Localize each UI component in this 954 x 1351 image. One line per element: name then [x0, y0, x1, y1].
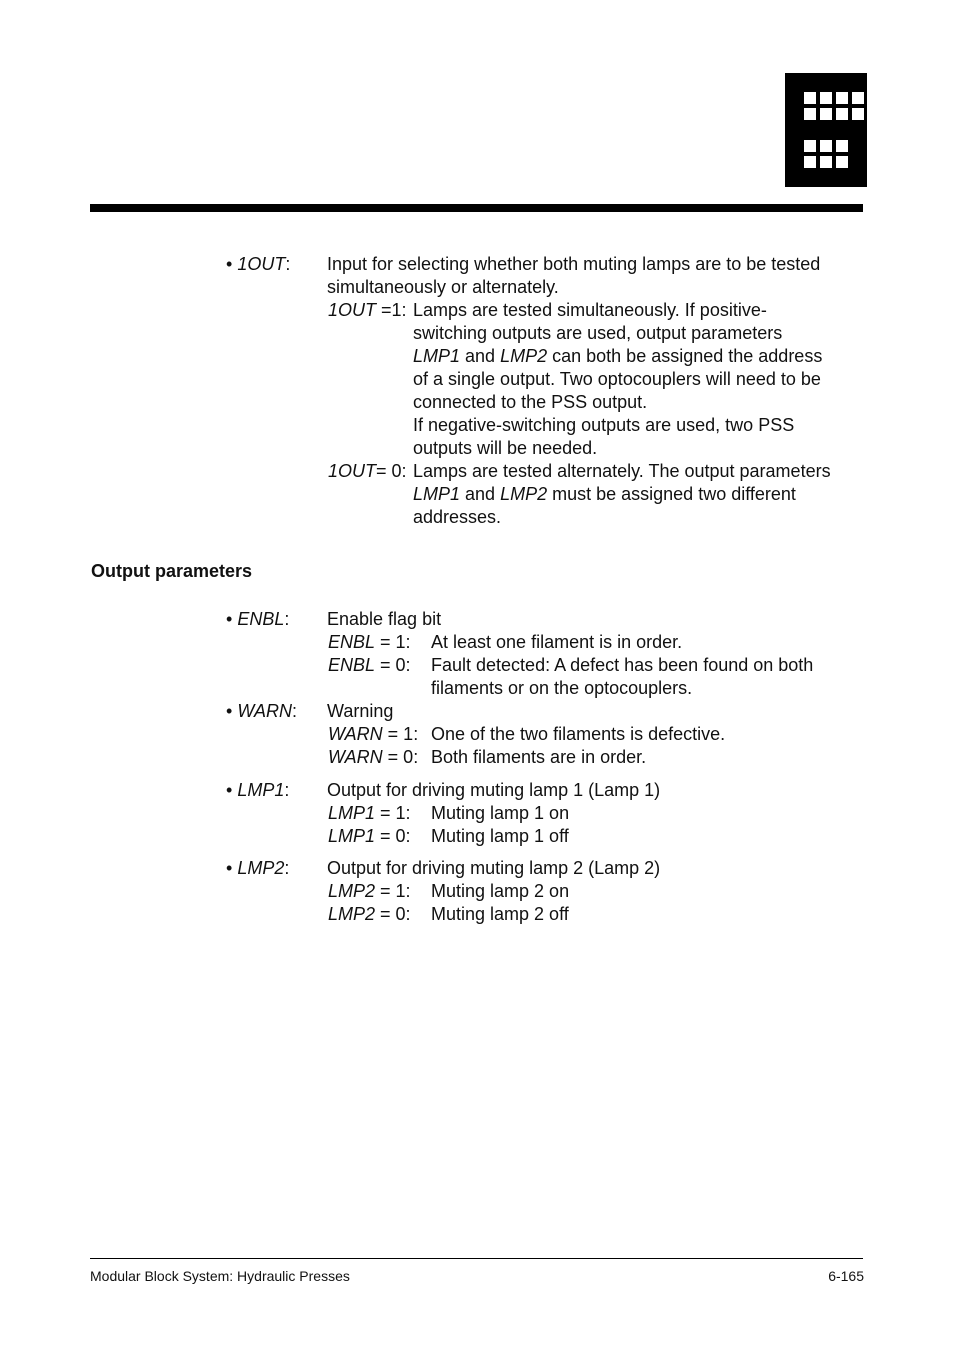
- case0-label: 1OUT= 0:: [328, 461, 407, 481]
- case1-line2: switching outputs are used, output parameters: [413, 323, 783, 343]
- page-number: 6-165: [828, 1268, 864, 1284]
- lmp1-0-text: Muting lamp 1 off: [431, 826, 569, 846]
- warn-1-text: One of the two filaments is defective.: [431, 724, 726, 744]
- case1-label: 1OUT =1:: [328, 300, 407, 320]
- bullet-enbl: • ENBL:: [226, 609, 290, 629]
- bullet-lmp1: • LMP1:: [226, 780, 290, 800]
- lmp2-0-label: LMP2 = 0:: [328, 904, 411, 924]
- case1-line5: connected to the PSS output.: [413, 392, 648, 412]
- case1-line6: If negative-switching outputs are used, two PSS: [413, 415, 795, 435]
- desc-enbl: Enable flag bit: [327, 609, 442, 629]
- bullet-lmp2: • LMP2:: [226, 858, 290, 878]
- warn-0-text: Both filaments are in order.: [431, 747, 647, 767]
- desc-lmp1: Output for driving muting lamp 1 (Lamp 1): [327, 780, 661, 800]
- case1-line7: outputs will be needed.: [413, 438, 598, 458]
- enbl-0-text: Fault detected: A defect has been found on both: [431, 655, 814, 675]
- chapter-logo-icon: [785, 73, 867, 187]
- lmp1-0-label: LMP1 = 0:: [328, 826, 411, 846]
- lmp1-1-text: Muting lamp 1 on: [431, 803, 570, 823]
- desc-warn: Warning: [327, 701, 394, 721]
- section-heading: Output parameters: [91, 561, 253, 581]
- case1-line4: of a single output. Two optocouplers will need to be: [413, 369, 821, 389]
- desc-1out-line1: Input for selecting whether both muting lamps are to be tested: [327, 254, 821, 274]
- case1-line1: Lamps are tested simultaneously. If positive-: [413, 300, 767, 320]
- warn-0-label: WARN = 0:: [328, 747, 419, 767]
- case0-line1: Lamps are tested alternately. The output parameters: [413, 461, 831, 481]
- desc-1out-line2: simultaneously or alternately.: [327, 277, 559, 297]
- header-rule: [90, 204, 863, 212]
- case0-line3: addresses.: [413, 507, 502, 527]
- enbl-0-text2: filaments or on the optocouplers.: [431, 678, 693, 698]
- desc-lmp2: Output for driving muting lamp 2 (Lamp 2): [327, 858, 661, 878]
- footer-rule: [90, 1258, 863, 1259]
- lmp2-1-label: LMP2 = 1:: [328, 881, 411, 901]
- lmp2-0-text: Muting lamp 2 off: [431, 904, 569, 924]
- case0-line2: LMP1 and LMP2 must be assigned two different: [413, 484, 796, 504]
- bullet-1out: • 1OUT:: [226, 254, 291, 274]
- lmp1-1-label: LMP1 = 1:: [328, 803, 411, 823]
- footer-title: Modular Block System: Hydraulic Presses: [90, 1268, 350, 1284]
- bullet-warn: • WARN:: [226, 701, 297, 721]
- enbl-1-text: At least one filament is in order.: [431, 632, 683, 652]
- enbl-1-label: ENBL = 1:: [328, 632, 411, 652]
- lmp2-1-text: Muting lamp 2 on: [431, 881, 570, 901]
- enbl-0-label: ENBL = 0:: [328, 655, 411, 675]
- case1-line3: LMP1 and LMP2 can both be assigned the address: [413, 346, 823, 366]
- warn-1-label: WARN = 1:: [328, 724, 419, 744]
